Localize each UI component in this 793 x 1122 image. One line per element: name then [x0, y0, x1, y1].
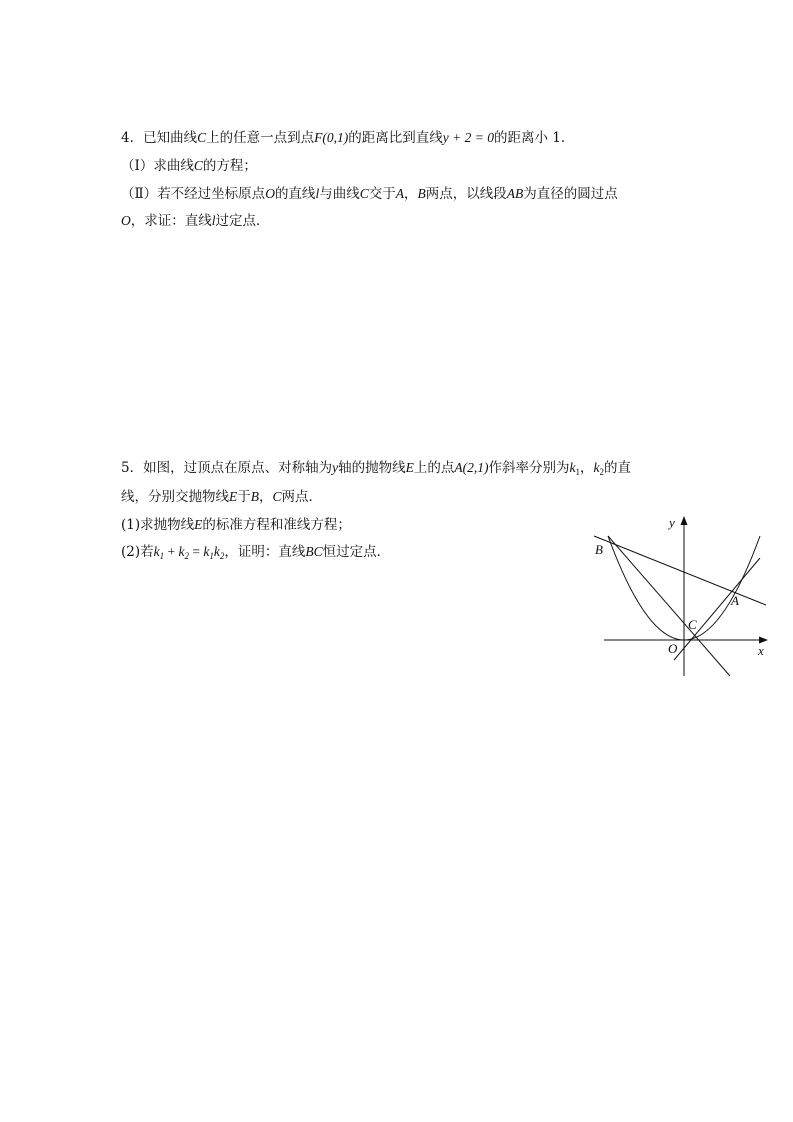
- label-a: A: [731, 593, 739, 608]
- problem4-statement: 4．已知曲线C上的任意一点到点F(0,1)的距离比到直线y + 2 = 0的距离小 1．: [121, 130, 575, 146]
- problem5-part2: (2)若$k_1 + k_2 = k_1k_2$，证明：直线BC恒过定点．: [121, 544, 391, 561]
- problem5-part1: (1)求抛物线E的标准方程和准线方程；: [121, 517, 351, 533]
- line-ba: [594, 536, 766, 605]
- problem4-part2-line2: O，求证：直线l过定点．: [121, 213, 270, 229]
- label-o: O: [668, 641, 678, 656]
- problem4-number: 4．: [121, 130, 144, 146]
- problem5-statement-line1: 5．如图，过顶点在原点、对称轴为y轴的抛物线E上的点A(2,1)作斜率分别为$k_1$，$k_2$的直: [121, 460, 631, 477]
- point-f: F(0,1): [314, 130, 349, 145]
- curve-c: C: [197, 130, 207, 145]
- point-a: A(2,1): [454, 460, 489, 475]
- y-axis-arrow-icon: [681, 516, 688, 525]
- parabola-figure: [586, 510, 776, 682]
- problem5-number: 5．: [121, 460, 144, 476]
- line-equation: y + 2 = 0: [442, 130, 494, 145]
- slope-equation: $k_1 + k_2 = k_1k_2$: [153, 544, 225, 561]
- label-b: B: [595, 542, 603, 557]
- label-x: x: [758, 643, 764, 658]
- problem4-part1: （Ⅰ）求曲线C的方程；: [121, 158, 257, 174]
- label-y: y: [669, 515, 675, 530]
- label-c: C: [688, 617, 697, 632]
- problem5-statement-line2: 线，分别交抛物线E于B，C两点．: [121, 489, 323, 505]
- problem4-part2-line1: （Ⅱ）若不经过坐标原点O的直线l与曲线C交于A，B两点，以线段AB为直径的圆过点: [121, 186, 618, 202]
